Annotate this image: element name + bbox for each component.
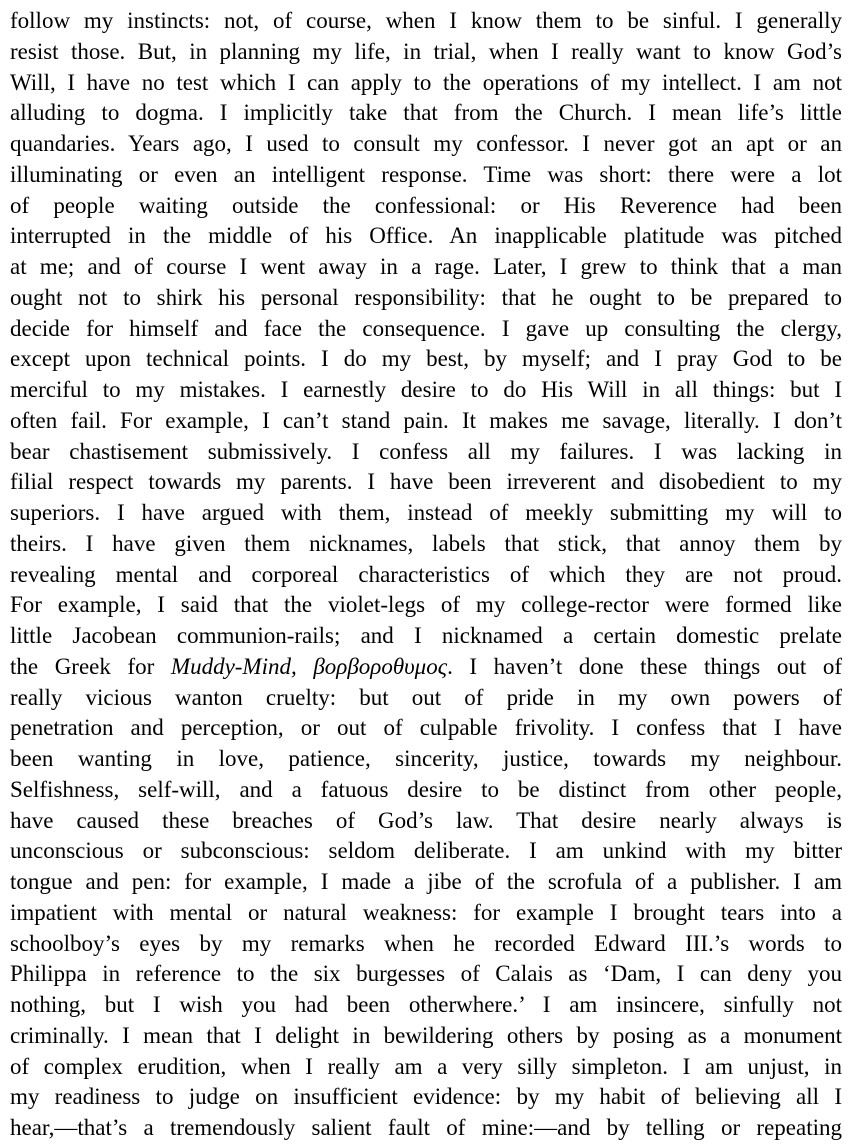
text-line: resist those. But, in planning my life, in trial, when I really want to know God’s [10, 38, 842, 64]
text-line: except upon technical points. I do my best, by myself; and I pray God to be [10, 346, 842, 372]
text-line: Will, I have no test which I can apply to the operations of my intellect. I am not [10, 69, 842, 95]
text-line: hear,—that’s a tremendously salient fault of mine:—and by telling or repeating [10, 1115, 842, 1140]
text-line-with-italic [10, 652, 842, 683]
text-line: been wanting in love, patience, sincerity, justice, towards my neighbour. [10, 746, 842, 771]
text-line: at me; and of course I went away in a rage. Later, I grew to think that a man [10, 254, 842, 279]
text-line: revealing mental and corporeal characteristics of which they are not proud. [10, 561, 842, 587]
text-line: impatient with mental or natural weakness: for example I brought tears into a [10, 899, 842, 925]
text-line: little Jacobean communion-rails; and I nicknamed a certain domestic prelate [10, 623, 842, 648]
text-line: interrupted in the middle of his Office. An inapplicable platitude was pitched [10, 223, 842, 249]
text-line: tongue and pen: for example, I made a jibe of the scrofula of a publisher. I am [10, 869, 842, 894]
text-line: ought not to shirk his personal responsibility: that he ought to be prepared to [10, 284, 842, 310]
text-line: of people waiting outside the confessional: or His Reverence had been [10, 192, 842, 218]
text-line: have caused these breaches of God’s law. That desire nearly always is [10, 807, 842, 833]
text-line: Philippa in reference to the six burgesses of Calais as ‘Dam, I can deny you [10, 961, 842, 987]
text-line: unconscious or subconscious: seldom deliberate. I am unkind with my bitter [10, 838, 842, 864]
text-line: criminally. I mean that I delight in bewildering others by posing as a monument [10, 1022, 842, 1048]
text-line: penetration and perception, or out of culpable frivolity. I confess that I have [10, 715, 842, 741]
text-line: of complex erudition, when I really am a very silly simpleton. I am unjust, in [10, 1053, 842, 1079]
italic-phrase: Muddy-Mind, βορβοροθυμος [170, 653, 448, 679]
text-fragment: the Greek for [10, 653, 171, 679]
text-line: superiors. I have argued with them, instead of meekly submitting my will to [10, 500, 842, 525]
text-line: alluding to dogma. I implicitly take that from the Church. I mean life’s little [10, 100, 842, 126]
text-line: For example, I said that the violet-legs of my college-rector were formed like [10, 592, 842, 618]
text-line: illuminating or even an intelligent response. Time was short: there were a lot [10, 161, 842, 187]
text-line: often fail. For example, I can’t stand pain. It makes me savage, literally. I don’t [10, 407, 842, 433]
text-line: bear chastisement submissively. I confess all my failures. I was lacking in [10, 438, 842, 464]
text-line: Selfishness, self-will, and a fatuous desire to be distinct from other people, [10, 776, 842, 802]
text-line: my readiness to judge on insufficient evidence: by my habit of believing all I [10, 1084, 842, 1110]
text-line: really vicious wanton cruelty: but out of pride in my own powers of [10, 684, 842, 710]
text-line: decide for himself and face the consequence. I gave up consulting the clergy, [10, 315, 842, 341]
text-line: follow my instincts: not, of course, when I know them to be sinful. I generally [10, 8, 842, 33]
text-fragment: . I haven’t done these things out of [447, 653, 842, 679]
text-line: schoolboy’s eyes by my remarks when he recorded Edward III.’s words to [10, 930, 842, 956]
text-line: theirs. I have given them nicknames, labels that stick, that annoy them by [10, 530, 842, 556]
body-text [10, 6, 842, 1144]
text-line: nothing, but I wish you had been otherwhere.’ I am insincere, sinfully not [10, 992, 842, 1017]
text-line: quandaries. Years ago, I used to consult my confessor. I never got an apt or an [10, 131, 842, 156]
text-line: filial respect towards my parents. I have been irreverent and disobedient to my [10, 469, 842, 495]
text-line: merciful to my mistakes. I earnestly desire to do His Will in all things: but I [10, 377, 842, 402]
